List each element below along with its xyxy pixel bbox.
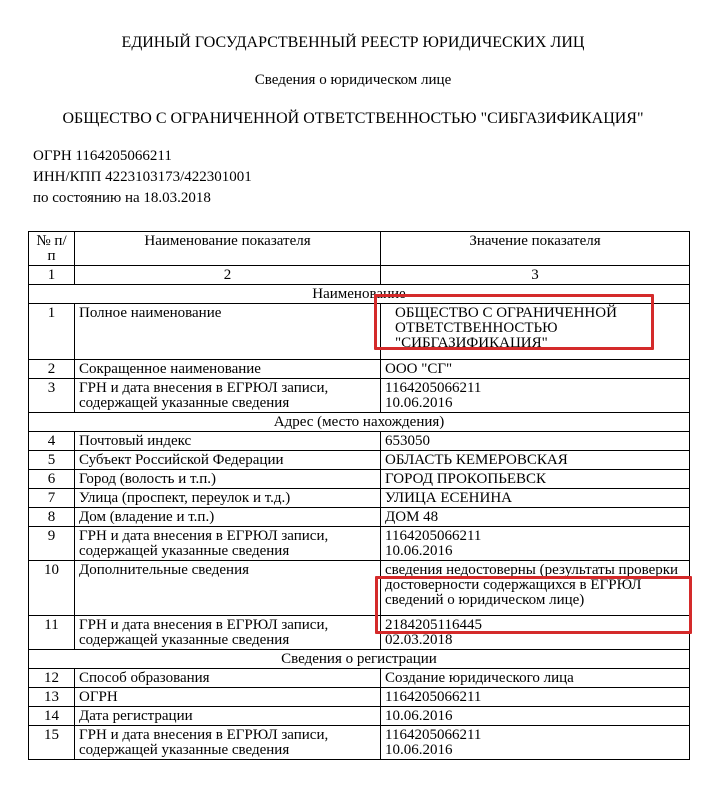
- document-title: ЕДИНЫЙ ГОСУДАРСТВЕННЫЙ РЕЕСТР ЮРИДИЧЕСКИХ ЛИЦ: [121, 34, 585, 51]
- row-label: ГРН и дата внесения в ЕГРЮЛ записи, содержащей указанные сведения: [75, 379, 381, 413]
- section-registration-title: Сведения о регистрации: [29, 650, 690, 669]
- row-number: 11: [29, 616, 75, 650]
- row-value: ГОРОД ПРОКОПЬЕВСК: [381, 470, 690, 489]
- as-of-date-line: по состоянию на 18.03.2018: [33, 190, 211, 206]
- document-subtitle: Сведения о юридическом лице: [254, 72, 452, 88]
- table-row: [29, 707, 690, 726]
- table-row: [29, 432, 690, 451]
- row-number: 7: [29, 489, 75, 508]
- row-number: 10: [29, 561, 75, 616]
- row-value: [381, 379, 690, 413]
- row-label: Полное наименование: [75, 304, 381, 360]
- row-label: ГРН и дата внесения в ЕГРЮЛ записи, содержащей указанные сведения: [75, 527, 381, 561]
- row-number: 3: [29, 379, 75, 413]
- row-number: 1: [29, 304, 75, 360]
- row-number: 15: [29, 726, 75, 760]
- row-number: 6: [29, 470, 75, 489]
- col-header-number: № п/п: [29, 232, 75, 266]
- section-row-address: [29, 413, 690, 432]
- col-number-1: 1: [29, 266, 75, 285]
- section-row-registration: [29, 650, 690, 669]
- section-address-title: Адрес (место нахождения): [29, 413, 690, 432]
- table-header-row: [29, 232, 690, 266]
- table-row: [29, 508, 690, 527]
- table-row: [29, 669, 690, 688]
- col-header-value: Значение показателя: [381, 232, 690, 266]
- table-row: [29, 561, 690, 616]
- row-value: [381, 527, 690, 561]
- row-value: 653050: [381, 432, 690, 451]
- ogrn-line: ОГРН 1164205066211: [33, 148, 172, 164]
- row-label: Субъект Российской Федерации: [75, 451, 381, 470]
- table-row: [29, 304, 690, 360]
- table-row: [29, 688, 690, 707]
- row-label: Способ образования: [75, 669, 381, 688]
- table-row: [29, 451, 690, 470]
- section-row-name: [29, 285, 690, 304]
- row-number: 14: [29, 707, 75, 726]
- row-label: Город (волость и т.п.): [75, 470, 381, 489]
- column-number-row: [29, 266, 690, 285]
- grn-value: 2184205116445: [385, 617, 482, 633]
- row-label: ГРН и дата внесения в ЕГРЮЛ записи, содержащей указанные сведения: [75, 616, 381, 650]
- grn-date: 10.06.2016: [385, 742, 453, 758]
- table-row: [29, 360, 690, 379]
- row-number: 12: [29, 669, 75, 688]
- row-value: ОБЛАСТЬ КЕМЕРОВСКАЯ: [381, 451, 690, 470]
- row-value: [381, 616, 690, 650]
- row-value: ООО "СГ": [381, 360, 690, 379]
- col-header-indicator: Наименование показателя: [75, 232, 381, 266]
- grn-value: 1164205066211: [385, 528, 482, 544]
- grn-date: 02.03.2018: [385, 632, 453, 648]
- row-value: [381, 726, 690, 760]
- row-value: Создание юридического лица: [381, 669, 690, 688]
- inn-kpp-line: ИНН/КПП 4223103173/422301001: [33, 169, 252, 185]
- row-number: 5: [29, 451, 75, 470]
- row-number: 8: [29, 508, 75, 527]
- table-row: [29, 527, 690, 561]
- row-label: Улица (проспект, переулок и т.д.): [75, 489, 381, 508]
- grn-value: 1164205066211: [385, 380, 482, 396]
- grn-date: 10.06.2016: [385, 395, 453, 411]
- row-number: 13: [29, 688, 75, 707]
- section-name-title: Наименование: [29, 285, 690, 304]
- row-label: ОГРН: [75, 688, 381, 707]
- table-row: [29, 489, 690, 508]
- registry-table: [28, 231, 690, 760]
- grn-value: 1164205066211: [385, 727, 482, 743]
- row-number: 2: [29, 360, 75, 379]
- company-title: ОБЩЕСТВО С ОГРАНИЧЕННОЙ ОТВЕТСТВЕННОСТЬЮ "СИБГАЗИФИКАЦИЯ": [62, 110, 644, 127]
- row-value: 1164205066211: [381, 688, 690, 707]
- row-label: Дата регистрации: [75, 707, 381, 726]
- col-number-3: 3: [381, 266, 690, 285]
- table-row: [29, 726, 690, 760]
- row-number: 9: [29, 527, 75, 561]
- row-label: ГРН и дата внесения в ЕГРЮЛ записи, содержащей указанные сведения: [75, 726, 381, 760]
- col-number-2: 2: [75, 266, 381, 285]
- table-row: [29, 379, 690, 413]
- row-value: ОБЩЕСТВО С ОГРАНИЧЕННОЙ ОТВЕТСТВЕННОСТЬЮ "СИБГАЗИФИКАЦИЯ": [381, 304, 690, 360]
- table-row: [29, 470, 690, 489]
- row-value: ДОМ 48: [381, 508, 690, 527]
- row-number: 4: [29, 432, 75, 451]
- table-row: [29, 616, 690, 650]
- row-label: Дополнительные сведения: [75, 561, 381, 616]
- row-value: УЛИЦА ЕСЕНИНА: [381, 489, 690, 508]
- row-value: 10.06.2016: [381, 707, 690, 726]
- row-label: Почтовый индекс: [75, 432, 381, 451]
- row-label: Сокращенное наименование: [75, 360, 381, 379]
- grn-date: 10.06.2016: [385, 543, 453, 559]
- row-label: Дом (владение и т.п.): [75, 508, 381, 527]
- row-value: сведения недостоверны (результаты проверки достоверности содержащихся в ЕГРЮЛ сведений о юридическом лице): [381, 561, 690, 616]
